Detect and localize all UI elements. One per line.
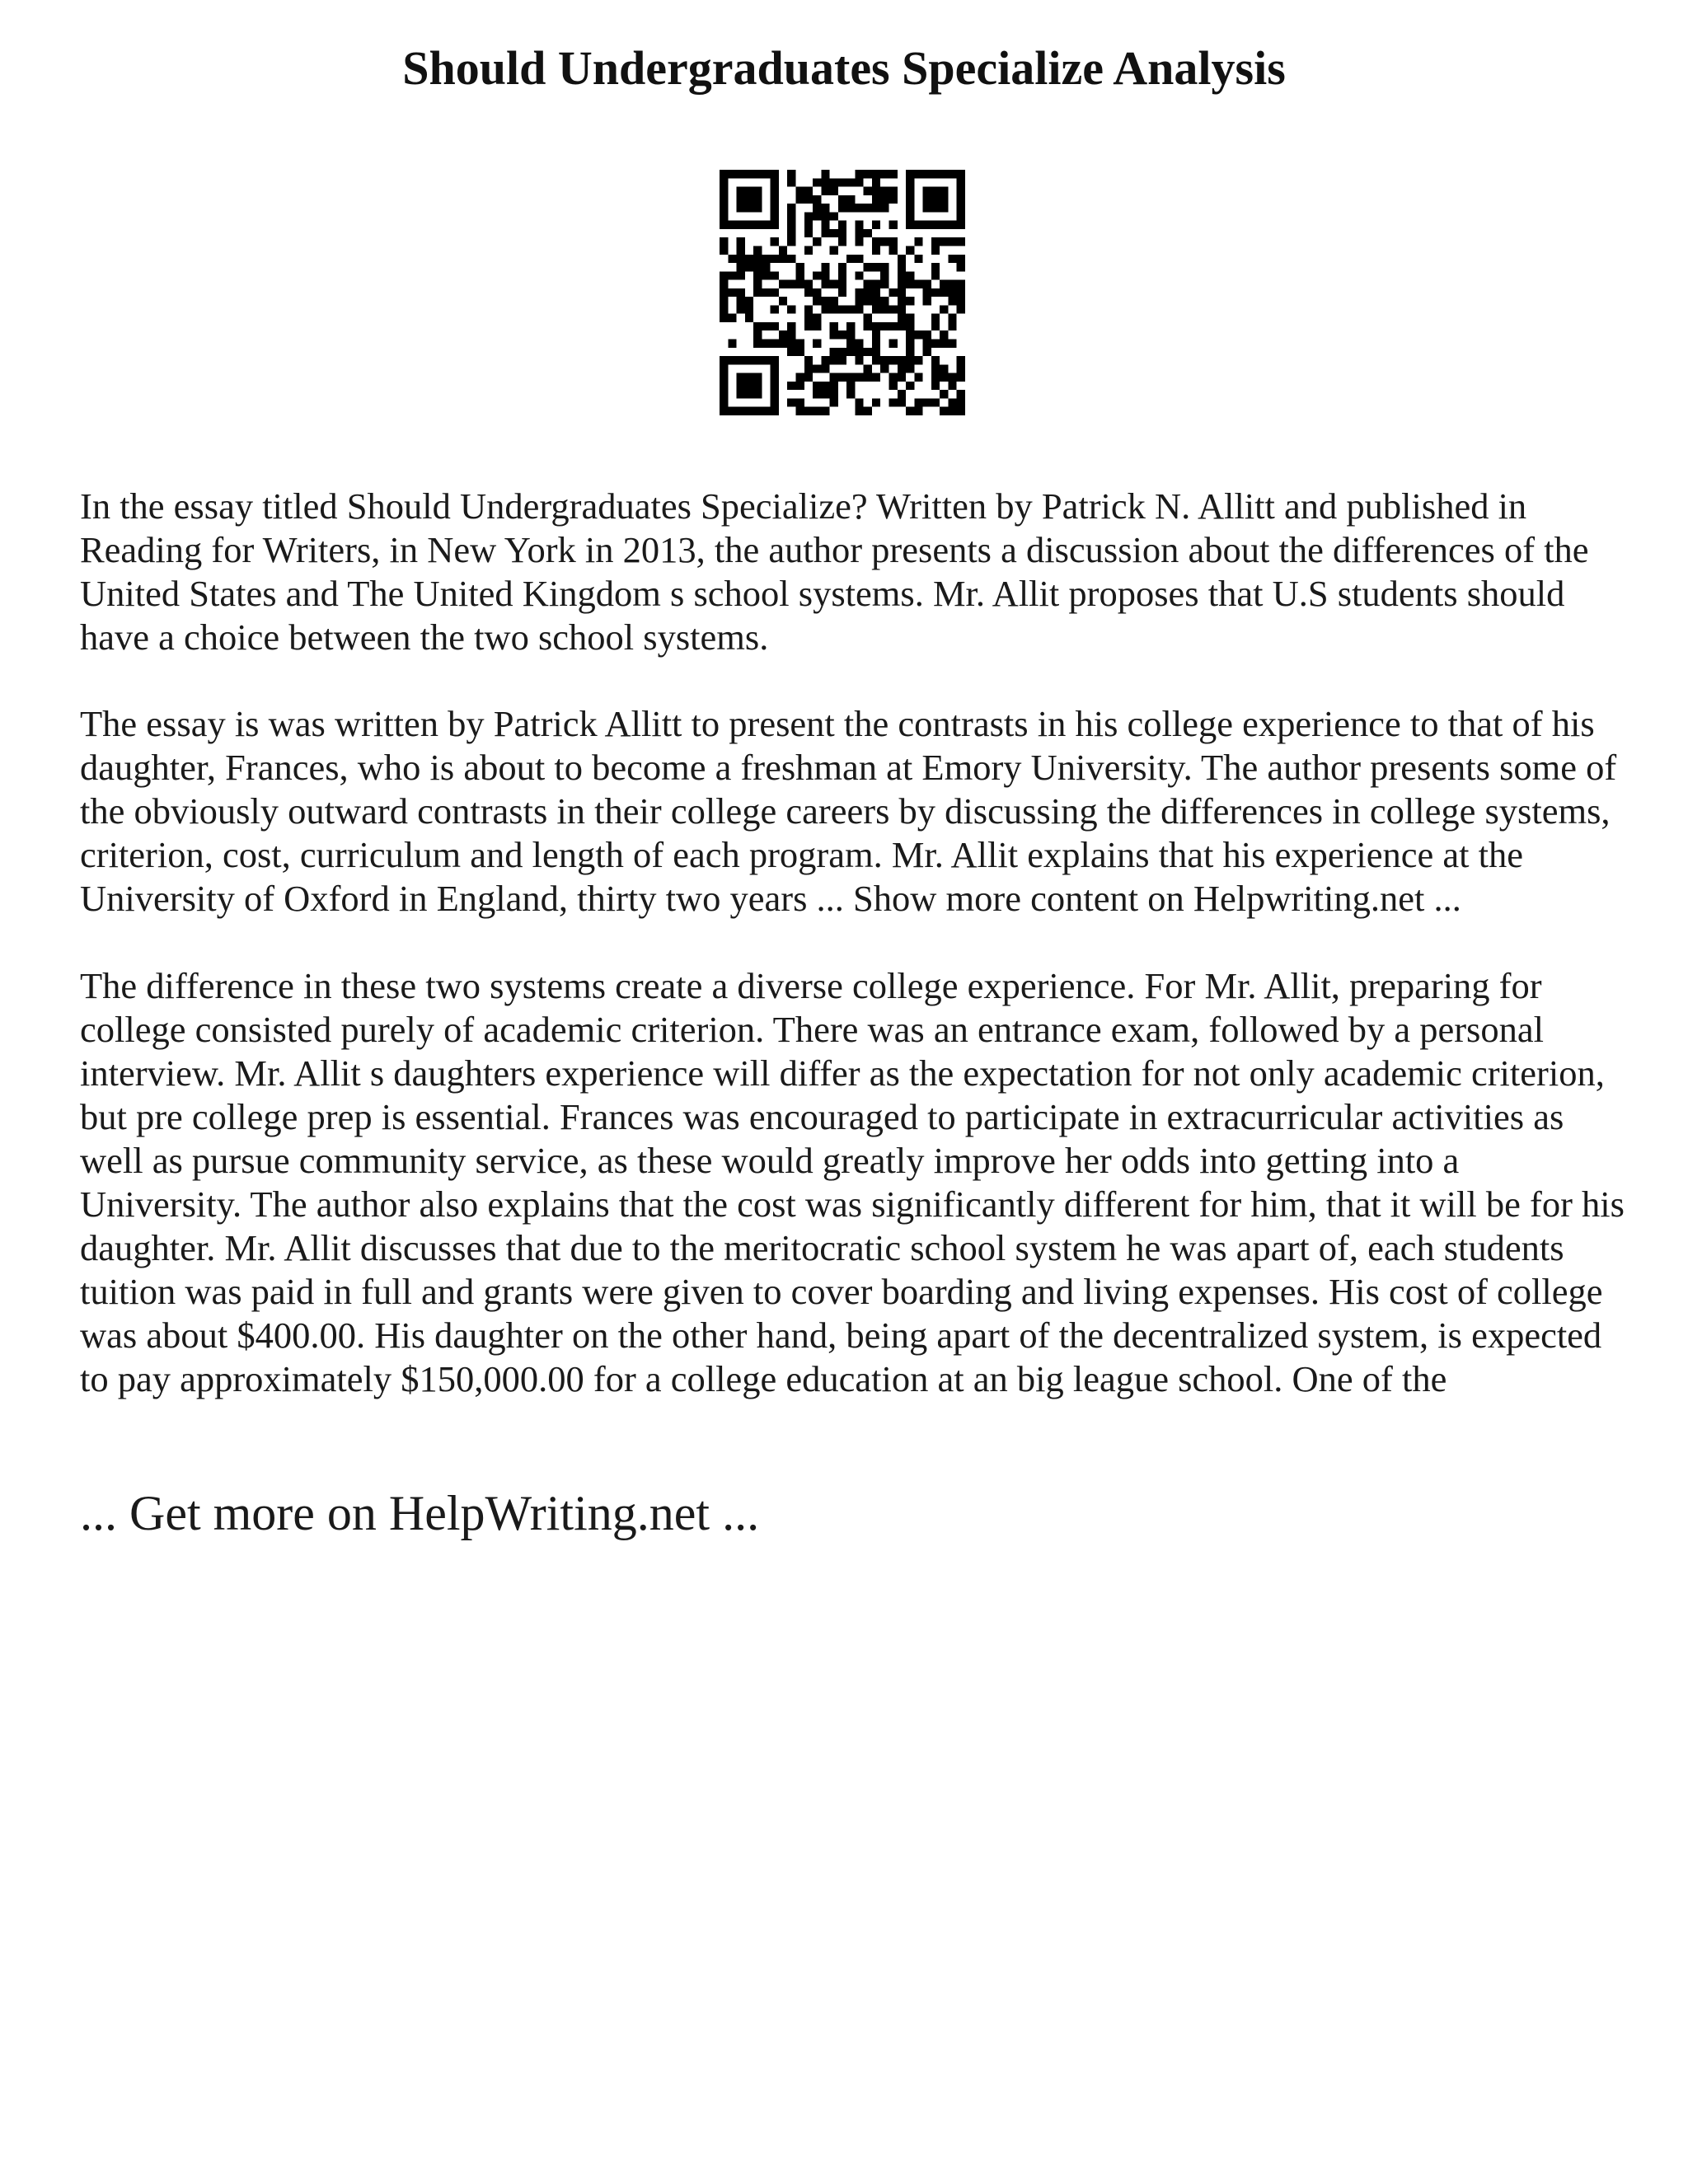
paragraph-differences: The difference in these two systems create a diverse college experience. For Mr. Allit, preparing for college consisted purely of academic criterion. There was an entrance exam, followed by a personal interview. Mr. Allit s daughters experience will differ as the expectation for not only academic criterion, but pre college prep is essential. Frances was encouraged to participate in extracurricular activities as well as pursue community service, as these would greatly improve her odds into getting into a University. The author also explains that the cost was significantly different for him, that it will be for his daughter. Mr. Allit discusses that due to the meritocratic school system he was apart of, each students tuition was paid in full and grants were given to cover boarding and living expenses. His cost of college was about $400.00. His daughter on the other hand, being apart of the decentralized system, is expected to pay approximately $150,000.00 for a college education at an big league school. One of the (80, 965, 1625, 1399)
paragraph-contrasts: The essay is was written by Patrick Allitt to present the contrasts in his college experience to that of his daughter, Frances, who is about to become a freshman at Emory University. The author presents some of the obviously outward contrasts in their college careers by discussing the differences in college systems, criterion, cost, curriculum and length of each program. Mr. Allit explains that his experience at the University of Oxford in England, thirty two years ... Show more content on Helpwriting.net ... (80, 703, 1617, 919)
paragraph-intro: In the essay titled Should Undergraduates Specialize? Written by Patrick N. Allitt and published in Reading for Writers, in New York in 2013, the author presents a discussion about the differences of the United States and The United Kingdom s school systems. Mr. Allit proposes that U.S students should have a choice between the two school systems. (80, 485, 1589, 658)
qr-code-icon (720, 170, 965, 415)
page-title: Should Undergraduates Specialize Analysis (402, 41, 1286, 95)
get-more-link[interactable]: ... Get more on HelpWriting.net ... (80, 1486, 760, 1540)
